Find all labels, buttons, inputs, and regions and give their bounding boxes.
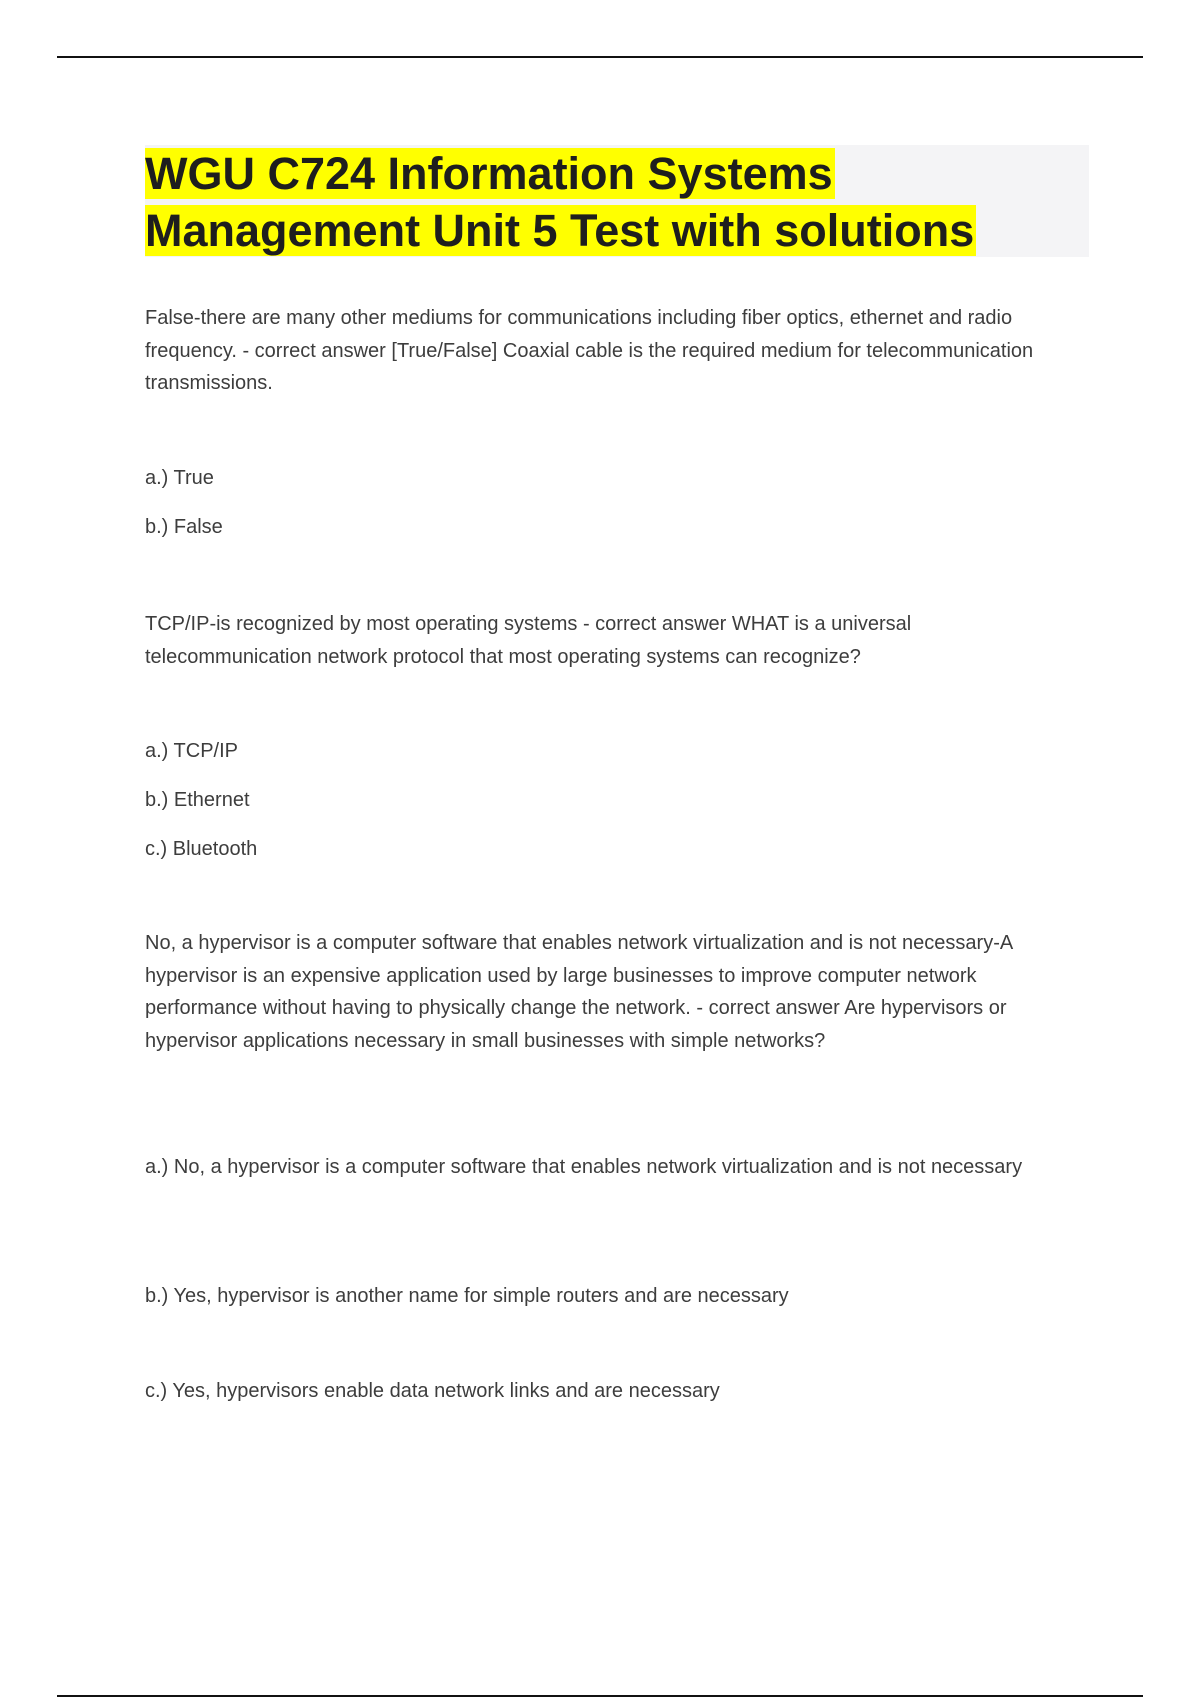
question-2-option-a: a.) TCP/IP [145,740,238,762]
question-2-option-b: b.) Ethernet [145,789,250,811]
top-rule [57,56,1143,58]
question-1-option-a: a.) True [145,467,214,489]
title-line-2: Management Unit 5 Test with solutions [145,205,975,256]
question-3-stem: No, a hypervisor is a computer software that enables network virtualization and is not necessary-A hypervisor is an expensive application used by large businesses to improve computer network performance without having to physically change the network. - correct answer Are hypervisors or hypervisor applications necessary in small businesses with simple networks? [145,932,1013,1052]
document-title [145,145,1089,259]
bottom-rule [57,1695,1143,1697]
question-1-stem: False-there are many other mediums for communications including fiber optics, ethernet and radio frequency. - correct answer [True/False] Coaxial cable is the required medium for telecommunication transmissions. [145,307,1034,394]
title-block [145,145,1089,257]
question-1-option-b: b.) False [145,516,223,538]
question-2-option-c: c.) Bluetooth [145,838,258,860]
title-line-1: WGU C724 Information Systems [145,148,833,199]
question-3-option-b: b.) Yes, hypervisor is another name for simple routers and are necessary [145,1285,789,1307]
question-3-option-a: a.) No, a hypervisor is a computer software that enables network virtualization and is not necessary [145,1156,1023,1178]
question-3-option-c: c.) Yes, hypervisors enable data network links and are necessary [145,1380,720,1402]
question-2-stem: TCP/IP-is recognized by most operating systems - correct answer WHAT is a universal telecommunication network protocol that most operating systems can recognize? [145,613,912,668]
